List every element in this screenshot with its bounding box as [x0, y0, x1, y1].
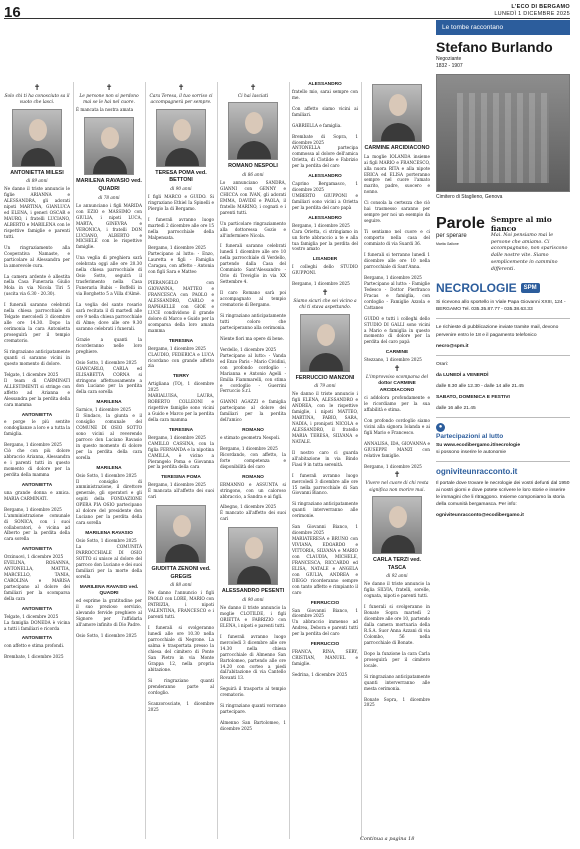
condolence-name: MARILENA RAVASIO ved. QUADRI [79, 584, 139, 597]
condolence-name: ALESSANDRO [308, 82, 342, 87]
obituary-text: Si ringraziano anticipatamente quanti interverranno alle cerimonie. [292, 501, 358, 519]
globe-icon: ● [436, 423, 445, 432]
parole-small: per sperare [436, 233, 467, 239]
condolence-name: ANTONIETTA [21, 547, 53, 553]
place-date: Telgate, 1 dicembre 2025 [4, 371, 59, 377]
obituary-text: Seguirà il trasporto al tempio crematorio. [220, 686, 286, 698]
condolence-name: MARILENA RAVASIO [85, 531, 133, 537]
obituary-text: Ciò che con più dolore abbraccio Arianna, Alessandra e i parenti tutti in questo momento di dolore per la perdita della mamma [4, 448, 70, 477]
condolence-name: ANTONIETTA [21, 606, 53, 612]
necrologie-heading [436, 281, 570, 295]
lutto-text: si possono inserire le autonomie [436, 449, 507, 455]
obituary-text: Ne danno l'annuncio i figli PAOLO con LORE, MARIO con PATRIZIA, i nipoti VALENTINA, FRANCESCO e i parenti tutti. [148, 590, 214, 620]
portrait-photo [156, 505, 206, 563]
obituary-text: I colleghi dello STUDIO GIUPPONI. [292, 264, 358, 276]
obituary-text: FRANCA, RINA, SERY, CRISTIAN, MANUEL e famiglie. [292, 649, 358, 666]
divider [436, 318, 570, 319]
obituary-text: GIANCARLO, CARLA ed ELISABETTA CORNA si stringono affettuosamente a don Luciano per la perdita della cara sorella [76, 365, 142, 395]
deceased-name: CARLA TERZI ved. TASCA [372, 556, 422, 571]
obituary-text: Lo annunciano i figli MARIDA con EZIO e MASSIMO con GIULIA, i nipoti LUCA, MARTA, GINEVRA e VERONICA, i fratelli DON LUCIANO, ALBERTO e MICHELE con le rispettive famiglie. [76, 202, 142, 250]
obituary-text: Dopo la funzione la cara Carla proseguirà per il cimitero locale. [364, 650, 430, 668]
obituary-column-4 [220, 82, 286, 732]
obituary-text: Ne danno il triste annuncio le figlie ARIANNA e ALESSANDRA, gli adorati nipoti MARTINA, GIANLUCA ed ELENA, i generi OSCAR e MAURO, i fratelli LUCIANO, ALBERTO e MARILENA con le rispettive famiglie e parenti tutti. [4, 186, 70, 239]
obituary-text: Lo annunciano SANDRA, GIANNI con GENNY e CHICCA con IVAN, gli adorati EMMA, DAVIDE e PAOLA, il fratello MARINO, i cognati e i parenti tutti. [220, 179, 286, 215]
place-date: Bergamo, 1 dicembre 2025 [292, 281, 350, 287]
obituary-text: I funerali avranno luogo mercoledì 3 dicembre alle ore 15 nella parrocchiale di San Giovanni Bianco. [292, 472, 358, 496]
column-divider [289, 82, 290, 839]
parole-content [491, 215, 570, 273]
page-number: 16 [4, 4, 21, 21]
obituary-text: Un abbraccio immenso ad Andrea, Debora e parenti tutti per la perdita del caro [292, 619, 358, 637]
portrait-photo [228, 527, 278, 585]
place-date: Brembate, 1 dicembre 2025 [4, 654, 64, 660]
obituary-text: Ci consola la certezza che ciò hai trasmesso saranno per sempre per noi un esempio da seguire. [364, 200, 430, 224]
obituary-text: La moglie IOLANDA insieme ai figli MARIO e FRANCESCO, alla nuora RITA e alla nipote ERICA ed ELISA porteranno sempre nel cuore l'amato marito, padre, suocero e nonno. [364, 153, 430, 195]
obituary-column-2 [76, 82, 142, 639]
cross-icon: ✝ [249, 83, 257, 92]
deceased-age: di 90 anni [242, 596, 264, 602]
obituary-quote: Ci hai lasciati [237, 94, 269, 99]
place-date: Orzinuovi, 1 dicembre 2025 [4, 554, 64, 560]
place-date: Osio Sotto, 1 dicembre 2025 [76, 537, 137, 543]
obituary-text: I funerali si svolgeranno lunedì alle ore 10.30 nella parrocchiale di Negrone. La salma è trasportata presso la chiesa del cimitero di Ponte San Pietro in via Monte Grappa 12, nella propria abitazione. [148, 625, 214, 672]
hours-line-2: dalle 8.30 alle 12.30 - dalle 14 alle 21.45 [436, 383, 524, 389]
deceased-age: di 78 anni [98, 194, 120, 200]
deceased-name: FERRUCCIO MANZONI [295, 374, 355, 381]
obituary-text: GUIDO e tutti i colleghi dello STUDIO DI GALLI sono vicini a Mario e famiglia in questo momento di dolore per la perdita del caro papà [364, 315, 430, 345]
place-date: Osio Sotto, 1 dicembre 2025 [76, 472, 137, 478]
obituary-text: I funerali avranno luogo martedì 2 dicembre alle ore 15 nella parrocchiale della Malpensata. [148, 216, 214, 240]
place-date: San Giovanni Bianco, 1 dicembre 2025 [292, 607, 358, 619]
obituary-quote: Siamo sicuri che sei vicino a chi ti stava aspettando. [293, 299, 357, 311]
obituary-text: Grazie a quanti la ricorderanno nelle loro preghiere. [76, 336, 142, 354]
column-divider [145, 82, 146, 839]
obituary-text: Si ringraziano anticipatamente quanti ci saranno vicini in questo momento di dolore. [4, 349, 70, 366]
deceased-age: di 86 anni [242, 171, 264, 177]
obituary-text: Il nostro caro ci guarda all'abitazione in via Bindo Fiasi 9 in tutta serenità. [292, 449, 358, 467]
portrait-photo [372, 84, 422, 142]
deceased-name: MARILENA RAVASIO ved. QUADRI [76, 178, 142, 193]
parole-big: Parole [436, 215, 485, 232]
parole-heading: Sempre al mio fianco [490, 215, 552, 233]
obituary-text: Ne danno il triste annuncio la moglie CLOTILDE, i figli ORIETTA e FABRIZIO con ELENA, i nipoti e parenti tutti. [220, 604, 286, 628]
place-date: Sedrina, 1 dicembre 2025 [292, 671, 348, 677]
portrait-photo [156, 109, 206, 167]
obituary-text: I funerali avranno luogo mercoledì 3 dicembre alle ore 14.30 nella chiesa parrocchiale di Almenno San Bartolomeo, partendo alle ore 14.20 con corteo a piedi dall'abitazione di via Cantello Rovanti 13. [220, 633, 286, 681]
divider [436, 417, 570, 418]
place-date: Osio Sotto, 1 dicembre 2025 [76, 359, 137, 365]
obituary-text: MARIALUISA, LAURA, ROBERTO COLLEONI e rispettive famiglie sono vicini a Guido e Marco per la perdita della cara mamma [148, 393, 214, 422]
obituary-text: Si ringraziano anticipatamente tutti coloro che parteciperanno alla cerimonia. [220, 312, 286, 330]
obituary-text: Niente fiori ma opere di bene. [220, 335, 284, 341]
necrologie-title: NECROLOGIE [436, 281, 517, 296]
condolence-name: MARILENA [96, 400, 122, 406]
condolence-name: FERRUCCIO [310, 642, 340, 648]
condolence-name: TERESINA [168, 338, 194, 344]
obituary-text: La veglia del santo rosario sarà recitata il dì martedì alle ore 9 nella chiesa parrocchiale di Alme; dove alle ore 9.30 saranno celebrati i funerali. [76, 302, 142, 331]
lutto-block [436, 423, 570, 456]
obituary-text: Il team di CARMINATI ALLESTIMENTI si stringe con affetto ad Arianna e Alessandra per la perdita della cara mamma [4, 377, 70, 407]
condolence-name: dottor CARMINE ARCIDIACONO [378, 381, 416, 394]
condolence-name: ANTONIETTA [21, 412, 53, 418]
obituary-text: I funerali si terranno lunedì 1 dicembre alle ore 10 nella parrocchiale di Sant'Anna. [364, 252, 430, 269]
obituary-text: L'amministrazione comunale di SONICA, con i suoi collaboratori, è vicina ad Alberto per la perdita della cara sorella [4, 512, 70, 542]
ogni-vita-email-link[interactable]: ogniviteunracconto@ecodibergamo.it [436, 513, 524, 519]
obituary-quote: Le persone non si perdono mai se le hai nel cuore. [79, 94, 139, 106]
obituary-column-5 [292, 82, 358, 678]
obituary-text: Il caro Romano sarà poi accompagnato al tempio crematorio di Bergamo. [220, 290, 286, 308]
obituary-text: una grande donna e amica. MARIA CARMINATI. [4, 489, 70, 501]
obituary-text: Si ringraziano quanti vorranno partecipare. [220, 703, 286, 715]
condolence-name: TERESINA POMA [161, 475, 201, 481]
portrait-photo [12, 109, 62, 167]
place-date: Osio Sotto, 1 dicembre 2025 [76, 632, 137, 638]
tomb-title: Stefano Burlando [436, 39, 553, 55]
obituary-text: fratello mio, sarai sempre con me. [292, 88, 358, 100]
obituary-quote: Solo chi ti ha conosciuto sa il vuoto che lasci. [4, 94, 70, 106]
obituary-text: Ne danno il triste annuncio la figlia SILVIA, fratelli, sorelle, cognata, nipoti e parenti tutti. [364, 581, 430, 599]
portrait-photo [228, 102, 278, 160]
spm-badge: SPM [521, 283, 540, 293]
masthead-brand: L'ECO DI BERGAMO [511, 4, 570, 10]
place-date: San Giovanni Bianco, 1 dicembre 2025 [292, 524, 358, 536]
obituary-text: Un ringraziamento alla Cooperativa Namaste, e particolare al Alessandra per la amorevole cura. [4, 244, 70, 268]
place-date: Albegno, 1 dicembre 2025 [220, 504, 277, 510]
obituary-text: Il Sindaco, la giunta e il consiglio comunale del COMUNE DI OSIO SOTTO sono vicini al reverendo parroco don Luciano Ravasio in questo momento di dolore per la perdita della cara sorella [76, 413, 142, 460]
condolence-name: ANTONIETTA [21, 482, 53, 488]
obituary-text: EVELINA, ROSANNA, ANTONELLA, MATTIA, MARCELLO, TANIA, CAROLINA e MARISA partecipano al dolore dei familiari per la scomparsa della cara [4, 560, 70, 601]
cross-icon: ✝ [321, 288, 329, 298]
hours-line-1: da LUNEDÌ a VENERDÌ [436, 372, 489, 378]
masthead [494, 4, 570, 18]
deceased-name: GIUDITTA ZENONI ved. GREGIS [151, 566, 211, 580]
deceased-name: ALESSANDRO PESENTI [221, 588, 285, 595]
obituary-text: GIANNI AGAZZI e famiglia partecipano al dolore dei familiari per la perdita dell'amico [220, 399, 286, 423]
obituary-text: Un particolare ringraziamento alla dottoressa Gozio e all'infermiere Nicola. [220, 220, 286, 238]
tomb-years: 1832 - 1907 [436, 63, 463, 69]
obituary-column-3 [148, 82, 214, 713]
divider [436, 355, 570, 356]
obituary-text: La COMUNITÀ PARROCCHIALE DI OSIO SOTTO si unisce al dolore del parroco don Luciano e dei suoi familiari per la morte della sorella [76, 543, 142, 579]
obituary-column-1 [4, 82, 70, 660]
parole-logo [436, 215, 485, 273]
ogni-vita-text: Il portale dove trovare le necrologie dei vostri defunti dal 1950 ai nostri giorni e dove potete scrivere le loro storie e inserire le immagini che li ritraggono. Insieme componiamo la storia della comunità bergamasca. Per info: [436, 480, 570, 508]
place-date: Bergamo, 1 dicembre 2025 [4, 442, 62, 448]
masthead-date: LUNEDÌ 1 DICEMBRE 2025 [494, 11, 570, 18]
cross-icon: ✝ [105, 83, 113, 92]
obituary-text: ci addolora profondamente e le ricordiamo per la sua affabilità e stima. [364, 394, 430, 412]
place-date: Bergamo, 1 dicembre 2025 [364, 274, 422, 280]
obituary-text: È mancata all'affetto dei suoi cari [148, 488, 214, 500]
tomb-caption: Cimitero di Staglieno, Genova [436, 194, 503, 200]
necrologie-email-info: Le richieste di pubblicazione inviate tramite mail, devono pervenire entro le 18 e il pagamento telefonico [436, 325, 559, 338]
necro-email-link[interactable]: necro@spm.it [436, 343, 469, 349]
obituary-quote: L'improvviso scomparsa del [365, 375, 429, 381]
obituary-text: È mancato all'affetto dei suoi cari [220, 510, 286, 522]
lutto-site-link[interactable]: Su www.ecodibergamo.it/necrologie [436, 442, 521, 448]
place-date: Sarnico, 1 dicembre 2025 [76, 407, 131, 413]
obituary-quote: Vivere nel cuore di chi resta significa non morire mai. [365, 481, 429, 493]
obituary-text: Ne danno il triste annuncio i figli ELENA, ALESSANDRO e ANDREA, con le rispettive famiglie, i nipoti MATTEO, MARTINA, FABIO, SARA, NADIA, i pronipoti NICOLA e ALESSANDRO, il fratello MARIA TERESA, SILVANA e NATALE. [292, 391, 358, 444]
obituary-text: La camera ardente è allestita nella Casa Funeraria Giulio Mola in via Nicola Tiri 5 (uscita via 6.30 - 20.30). [4, 273, 70, 297]
place-date: Scanzorosciate, 1 dicembre 2025 [148, 700, 214, 712]
deceased-age: di 90 anni [170, 185, 192, 191]
deceased-age: di 89 anni [26, 178, 48, 184]
place-date: Bonate Sopra, 1 dicembre 2025 [364, 696, 430, 708]
deceased-age: di 79 anni [314, 383, 336, 389]
place-date: Stezzano, 1 dicembre 2025 [364, 357, 422, 363]
obituary-column-6 [364, 82, 430, 708]
place-date: Telgate, 1 dicembre 2025 [4, 613, 59, 619]
condolence-name: LISANDER [312, 257, 338, 263]
tomb-sculpture-photo [436, 74, 570, 192]
place-date: Artigliana (TO), 1 dicembre 2025 [148, 381, 214, 393]
condolence-name: FERRUCCIO [310, 600, 340, 606]
divider [436, 461, 570, 462]
column-divider [361, 82, 362, 839]
condolence-name: ANTONIETTA [21, 636, 53, 642]
hours-line-4: dalle 16 alle 21.45 [436, 406, 476, 412]
condolence-name: ALESSANDRO [308, 174, 342, 180]
obituary-text: ERMANNO e ASSUNTA si stringono, con un caloroso abbraccio, a Sandra e ai figli. [220, 481, 286, 499]
obituary-text: I funerali saranno celebrati nella chiesa parrocchiale di Telgate mercoledì 3 dicembre alle ore 14.30. Dopo la cerimonia la cara Antonietta proseguirà per il tempio crematorio. [4, 302, 70, 344]
condolence-name: ALESSANDRO [308, 215, 342, 221]
obituary-text: I funerali saranno celebrati lunedì 1 dicembre alle ore 10 nella parrocchiale di Verdello, partendo dalla Casa del Commiato Sant'Alessandro - Orio di Treviglio in via XX Settembre 4. [220, 243, 286, 285]
place-date: Almenno San Bartolomeo, 1 dicembre 2025 [220, 720, 286, 732]
obituary-text: Con profondo cordoglio siamo vicini alla signora Iolanda e ai figli Mario e Francesco. [364, 417, 430, 435]
obituary-text: È mancata la nostra amata [76, 106, 134, 112]
continua-note: Continua a pagina 18 [360, 836, 415, 842]
cross-icon: ✝ [393, 470, 401, 480]
column-divider [73, 82, 74, 839]
obituary-text: UMBERTO GIUPPONI e familiari sono vicini a Orietta per la perdita del caro papà [292, 192, 358, 210]
place-date: Caprino Bergamasco, 1 dicembre 2025 [292, 181, 358, 193]
obituary-text: GABRIELLA e famiglia. [292, 122, 342, 128]
parole-text: Mai. Noi pensiamo mai le persone che amiamo. Ci accompagnano, non spariscono dalle nostre vite. Siamo semplicemente in cammino differenti. [490, 233, 568, 272]
column-divider [217, 82, 218, 839]
obituary-text: Si ringraziano anticipatamente quanti interverranno alle mesta cerimonia. [364, 673, 430, 691]
obituary-text: CLAUDIO, FEDERICA e LUCA ricordano con grande affetto zia [148, 351, 214, 369]
place-date: Bergamo, 1 dicembre 2025 [148, 345, 206, 351]
place-date: Bergamo, 1 dicembre 2025 [148, 434, 206, 440]
deceased-name: ROMANO NESPOLI [228, 163, 278, 170]
cross-icon: ✝ [177, 83, 185, 92]
hours-line-3: SABATO, DOMENICA E FESTIVI [436, 395, 510, 401]
obituary-quote: Cara Teresa, il tuo sorriso ci accompagnerà per sempre. [149, 94, 213, 106]
obituary-text: Si ringraziano quanti prenderanno parte al cordoglio. [148, 677, 214, 695]
obituary-text: I figli MARCO e GUIDO. Si ringraziano Ethiel Ia Spinelli e Piergio Ia di Bergamo. [148, 193, 214, 211]
ogni-vita-title[interactable]: ogniviteunracconto.it [436, 466, 518, 476]
obituary-text: I funerali si svolgeranno in Bonate Sopra martedì 2 dicembre alle ore 10, partendo dalla camera mortuaria della R.S.A. Suor Anna Azzani di via Colombo, 56 nella parrocchiale di Bonate. [364, 604, 430, 645]
obituary-text: Partecipano al lutto: - Enzo, Lauretta e figli - Famiglia Caragau, con affetto - Antonia con figli Sara e Matteo [148, 251, 214, 275]
obituary-text: Ti sentiamo nel cuore e ci comporto nella casa del commiato di via Suardi 36. [364, 229, 430, 247]
deceased-name: ANTONIETTA MILESI [10, 169, 64, 176]
right-sidebar [436, 20, 570, 520]
place-date: Bergamo, 1 dicembre 2025 [148, 245, 206, 251]
obituary-text: MARIATERESA e BRUNO con VIVIANA, EDOARDO e VITTORIA, SILVANA e MARIO con CLAUDIA, MICHELE, FRANCESCA, RICCARDO ed ELISA, NATALE e ANGELA con GIULIA, ANDREA e DIEGO ricorderanno sempre con tanto affetto e rimpianto il caro [292, 536, 358, 595]
parole-box [436, 215, 570, 273]
condolence-name: TERRY [172, 374, 190, 380]
condolence-name: TERESINA [168, 427, 194, 433]
obituary-text: Una veglia di preghiera sarà celebrata oggi alle ore 20.30 nella chiesa parrocchiale di Osio Sotto, seguirà il trasferimento nella Casa Funeraria Rubis - Boffelli in via Borghetto 5 a Villa d'Almè. [76, 255, 142, 297]
obituary-text: ANNALISA, IDA, GIOVANNA e GIUSEPPE MANZI con relative famiglie. [364, 440, 430, 458]
obituary-text: ANTONELLA partecipa commossa al dolore dell'amica Orietta, di Clotilde e Fabrizio per la perdita del caro [292, 145, 358, 169]
portrait-photo [84, 117, 134, 175]
condolence-name: CARMINE [385, 350, 409, 356]
place-date: Bergamo, 1 dicembre 2025 [220, 445, 278, 451]
obituary-text: Ricordando, con affetto, la forte competenza e disponibilità del caro [220, 451, 286, 469]
obituary-text: Partecipano al lutto: - Vanda ed Enzo Paris - Mario Cividini, con profondo cordoglio - Marianna e Antonio Agelli - Emilia Fiammarelli, con stima e cordoglio - Guerrini Ferruccio S.r.l. [220, 352, 286, 394]
place-date: Bergamo, 1 dicembre 2025 [4, 506, 62, 512]
condolence-name: ROMANO [242, 474, 264, 480]
tomb-role: Negoziante [436, 56, 462, 62]
obituary-text: con affetto e stima profondi. [4, 643, 65, 649]
tombs-tagline: Le tombe raccontano [436, 20, 570, 35]
deceased-age: di 88 anni [170, 582, 192, 588]
deceased-name: CARMINE ARCIDIACONO [364, 145, 430, 151]
obituary-text: CAMILLO CASSINA, con la figlia FERNANDA e la nipotina CAMILLA, è vicino a Pierangelo Poma e Giovanna per la perdita della cara [148, 440, 214, 470]
place-date: Bergamo, 1 dicembre 2025 [148, 482, 206, 488]
necrologie-info: Si ricevono allo sportello in Viale Papa Giovanni XXIII, 124 - BERGAMO Tel. 035.35.87.77 - 035.38.63.33 [436, 300, 566, 313]
parole-credit: Marita Gallone [436, 242, 459, 246]
hours-title: Orari: [436, 361, 449, 367]
lutto-title: Partecipazioni al lutto [436, 433, 504, 441]
portrait-photo [300, 314, 350, 372]
obituary-text: e stimato geometra Nespoli. [220, 435, 281, 441]
obituary-text: Il consiglio di amministrazione, il direttore generale, gli operatori e gli ospiti della FONDAZIONE OPERA PIA OSIO partecipano al dolore del presidente don Luciano per la perdita della cara sorella [76, 478, 142, 526]
cross-icon: ✝ [33, 83, 41, 92]
header-rule [4, 18, 570, 19]
place-date: Bergamo, 1 dicembre 2025 [364, 463, 422, 469]
obituary-text: ed esprime la gratitudine per il suo prezioso servizio, alevando fervide preghiere al Signore per l'affidarla all'amore infinito di Dio Padre. [76, 598, 142, 628]
obituary-text: Cara Orietta, ci stringiamo in un forte abbraccio a te e alla tua famiglia per la perdita del vostro amato [292, 228, 358, 252]
cross-icon: ✝ [393, 364, 401, 374]
place-date: Verdello, 1 dicembre 2025 [220, 346, 277, 352]
deceased-age: di 92 anni [386, 573, 408, 579]
obituary-text: La famiglia DONEDA è vicina a tutti i familiari e ricorda [4, 619, 70, 631]
obituary-text: Partecipano al lutto: - Famiglie Tedesco - Dottor Pierfranco Fracas e famiglia, con cordoglio - Famiglie Azzola e Cattaneo [364, 280, 430, 310]
place-date: Bergamo, 1 dicembre 2025 [292, 222, 350, 228]
place-date: Brembate di Sopra, 1 dicembre 2025 [292, 133, 358, 145]
obituary-text: Con affetto siamo vicini ai familiari. [292, 105, 358, 117]
deceased-name: TERESA POMA ved. BETTONI [155, 169, 207, 184]
condolence-name: ROMANO [242, 428, 264, 434]
portrait-photo [372, 496, 422, 554]
condolence-name: MARILENA [96, 465, 122, 471]
obituary-text: e porge le più sentite condoglianze a loro e a tutta la famiglia. [4, 419, 70, 437]
obituary-text: PIERANGELO con GIOVANNA, MATTEO e FRANCESCA con PAOLO e ALESSANDRO, CARLO e RAPHAELLE con GIOE e LUCE condividono il grande dolore di Marco e Guido per la scomparsa della loro amata mamma [148, 280, 214, 333]
